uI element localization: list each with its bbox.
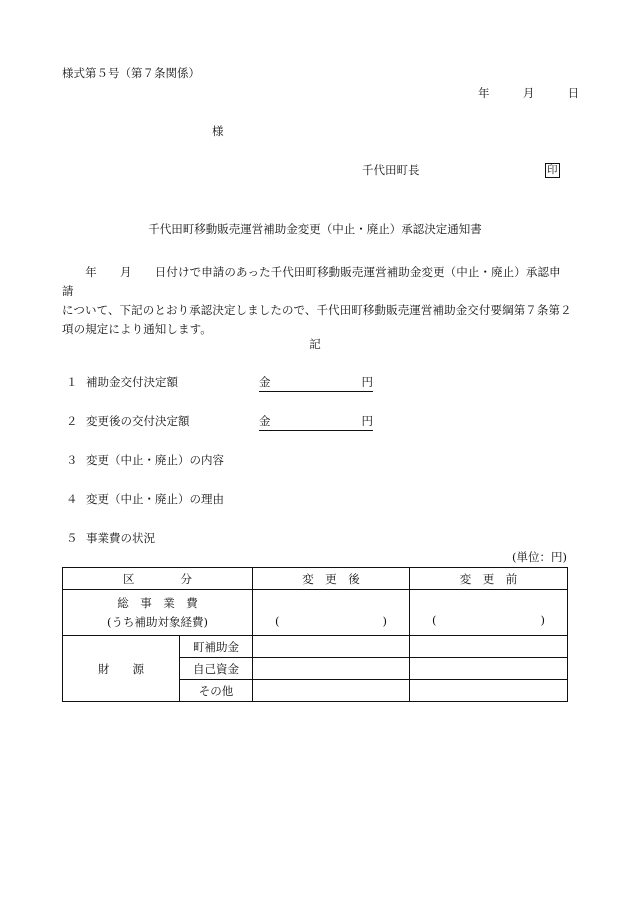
header-before: 変 更 前 bbox=[410, 568, 568, 590]
date-year: 年 bbox=[478, 86, 490, 100]
paren-close: ) bbox=[540, 612, 545, 627]
item-label: 事業費の状況 bbox=[86, 531, 155, 545]
item-number: １ bbox=[66, 375, 78, 389]
source-after-cell bbox=[253, 636, 410, 658]
item-label: 変更（中止・廃止）の理由 bbox=[86, 492, 224, 506]
ki-heading: 記 bbox=[309, 337, 321, 351]
item-label: 補助金交付決定額 bbox=[86, 375, 178, 389]
unit-label: (単位：円) bbox=[512, 550, 567, 564]
source-item: その他 bbox=[180, 680, 253, 702]
source-before-cell bbox=[410, 636, 568, 658]
item-4 bbox=[66, 494, 224, 506]
item-number: ２ bbox=[66, 414, 78, 428]
total-label-cell bbox=[63, 590, 253, 636]
total-label: 総 事 業 費 bbox=[117, 595, 198, 610]
item-2 bbox=[66, 416, 190, 428]
date-month: 月 bbox=[522, 86, 535, 100]
paren-close: ) bbox=[382, 613, 387, 628]
money-field-1 bbox=[259, 377, 373, 392]
total-before-cell bbox=[410, 590, 568, 636]
source-before-cell bbox=[410, 658, 568, 680]
money-suffix: 円 bbox=[361, 414, 373, 428]
seal-mark: 印 bbox=[547, 164, 558, 176]
date-line bbox=[478, 88, 579, 100]
item-3 bbox=[66, 455, 224, 467]
item-1 bbox=[66, 377, 178, 389]
paren-open: ( bbox=[432, 612, 437, 627]
source-before-cell bbox=[410, 680, 568, 702]
document-title: 千代田町移動販売運営補助金変更（中止・廃止）承認決定通知書 bbox=[148, 222, 482, 236]
addressee: 様 bbox=[212, 124, 224, 138]
date-day: 日 bbox=[567, 86, 580, 100]
cost-table bbox=[62, 567, 568, 702]
paren-open: ( bbox=[275, 613, 280, 628]
money-prefix: 金 bbox=[259, 414, 271, 428]
item-label: 変更後の交付決定額 bbox=[86, 414, 190, 428]
header-category: 区 分 bbox=[63, 568, 253, 590]
item-number: ３ bbox=[66, 453, 78, 467]
money-field-2 bbox=[259, 416, 373, 431]
form-number: 様式第５号（第７条関係） bbox=[62, 66, 200, 80]
source-item: 町補助金 bbox=[180, 636, 253, 658]
body-line: 年 月 日付けで申請のあった千代田町移動販売運営補助金変更（中止・廃止）承認申請 bbox=[62, 265, 561, 298]
total-after-cell bbox=[253, 590, 410, 636]
body-line: 項の規定により通知します。 bbox=[62, 322, 212, 336]
source-after-cell bbox=[253, 658, 410, 680]
money-suffix: 円 bbox=[361, 375, 373, 389]
item-number: ４ bbox=[66, 492, 78, 506]
total-row bbox=[63, 590, 568, 636]
header-after: 変 更 後 bbox=[253, 568, 410, 590]
table-header-row bbox=[63, 568, 568, 590]
source-label: 財 源 bbox=[63, 636, 180, 702]
money-prefix: 金 bbox=[259, 375, 271, 389]
item-5 bbox=[66, 533, 155, 545]
source-row bbox=[63, 636, 568, 658]
source-item: 自己資金 bbox=[180, 658, 253, 680]
item-label: 変更（中止・廃止）の内容 bbox=[86, 453, 224, 467]
sender: 千代田町長 bbox=[362, 163, 420, 177]
body-line: について、下記のとおり承認決定しましたので、千代田町移動販売運営補助金交付要綱第７条第２ bbox=[62, 303, 572, 317]
body-text bbox=[62, 263, 572, 339]
total-sublabel: (うち補助対象経費) bbox=[107, 614, 208, 629]
source-after-cell bbox=[253, 680, 410, 702]
item-number: ５ bbox=[66, 531, 78, 545]
